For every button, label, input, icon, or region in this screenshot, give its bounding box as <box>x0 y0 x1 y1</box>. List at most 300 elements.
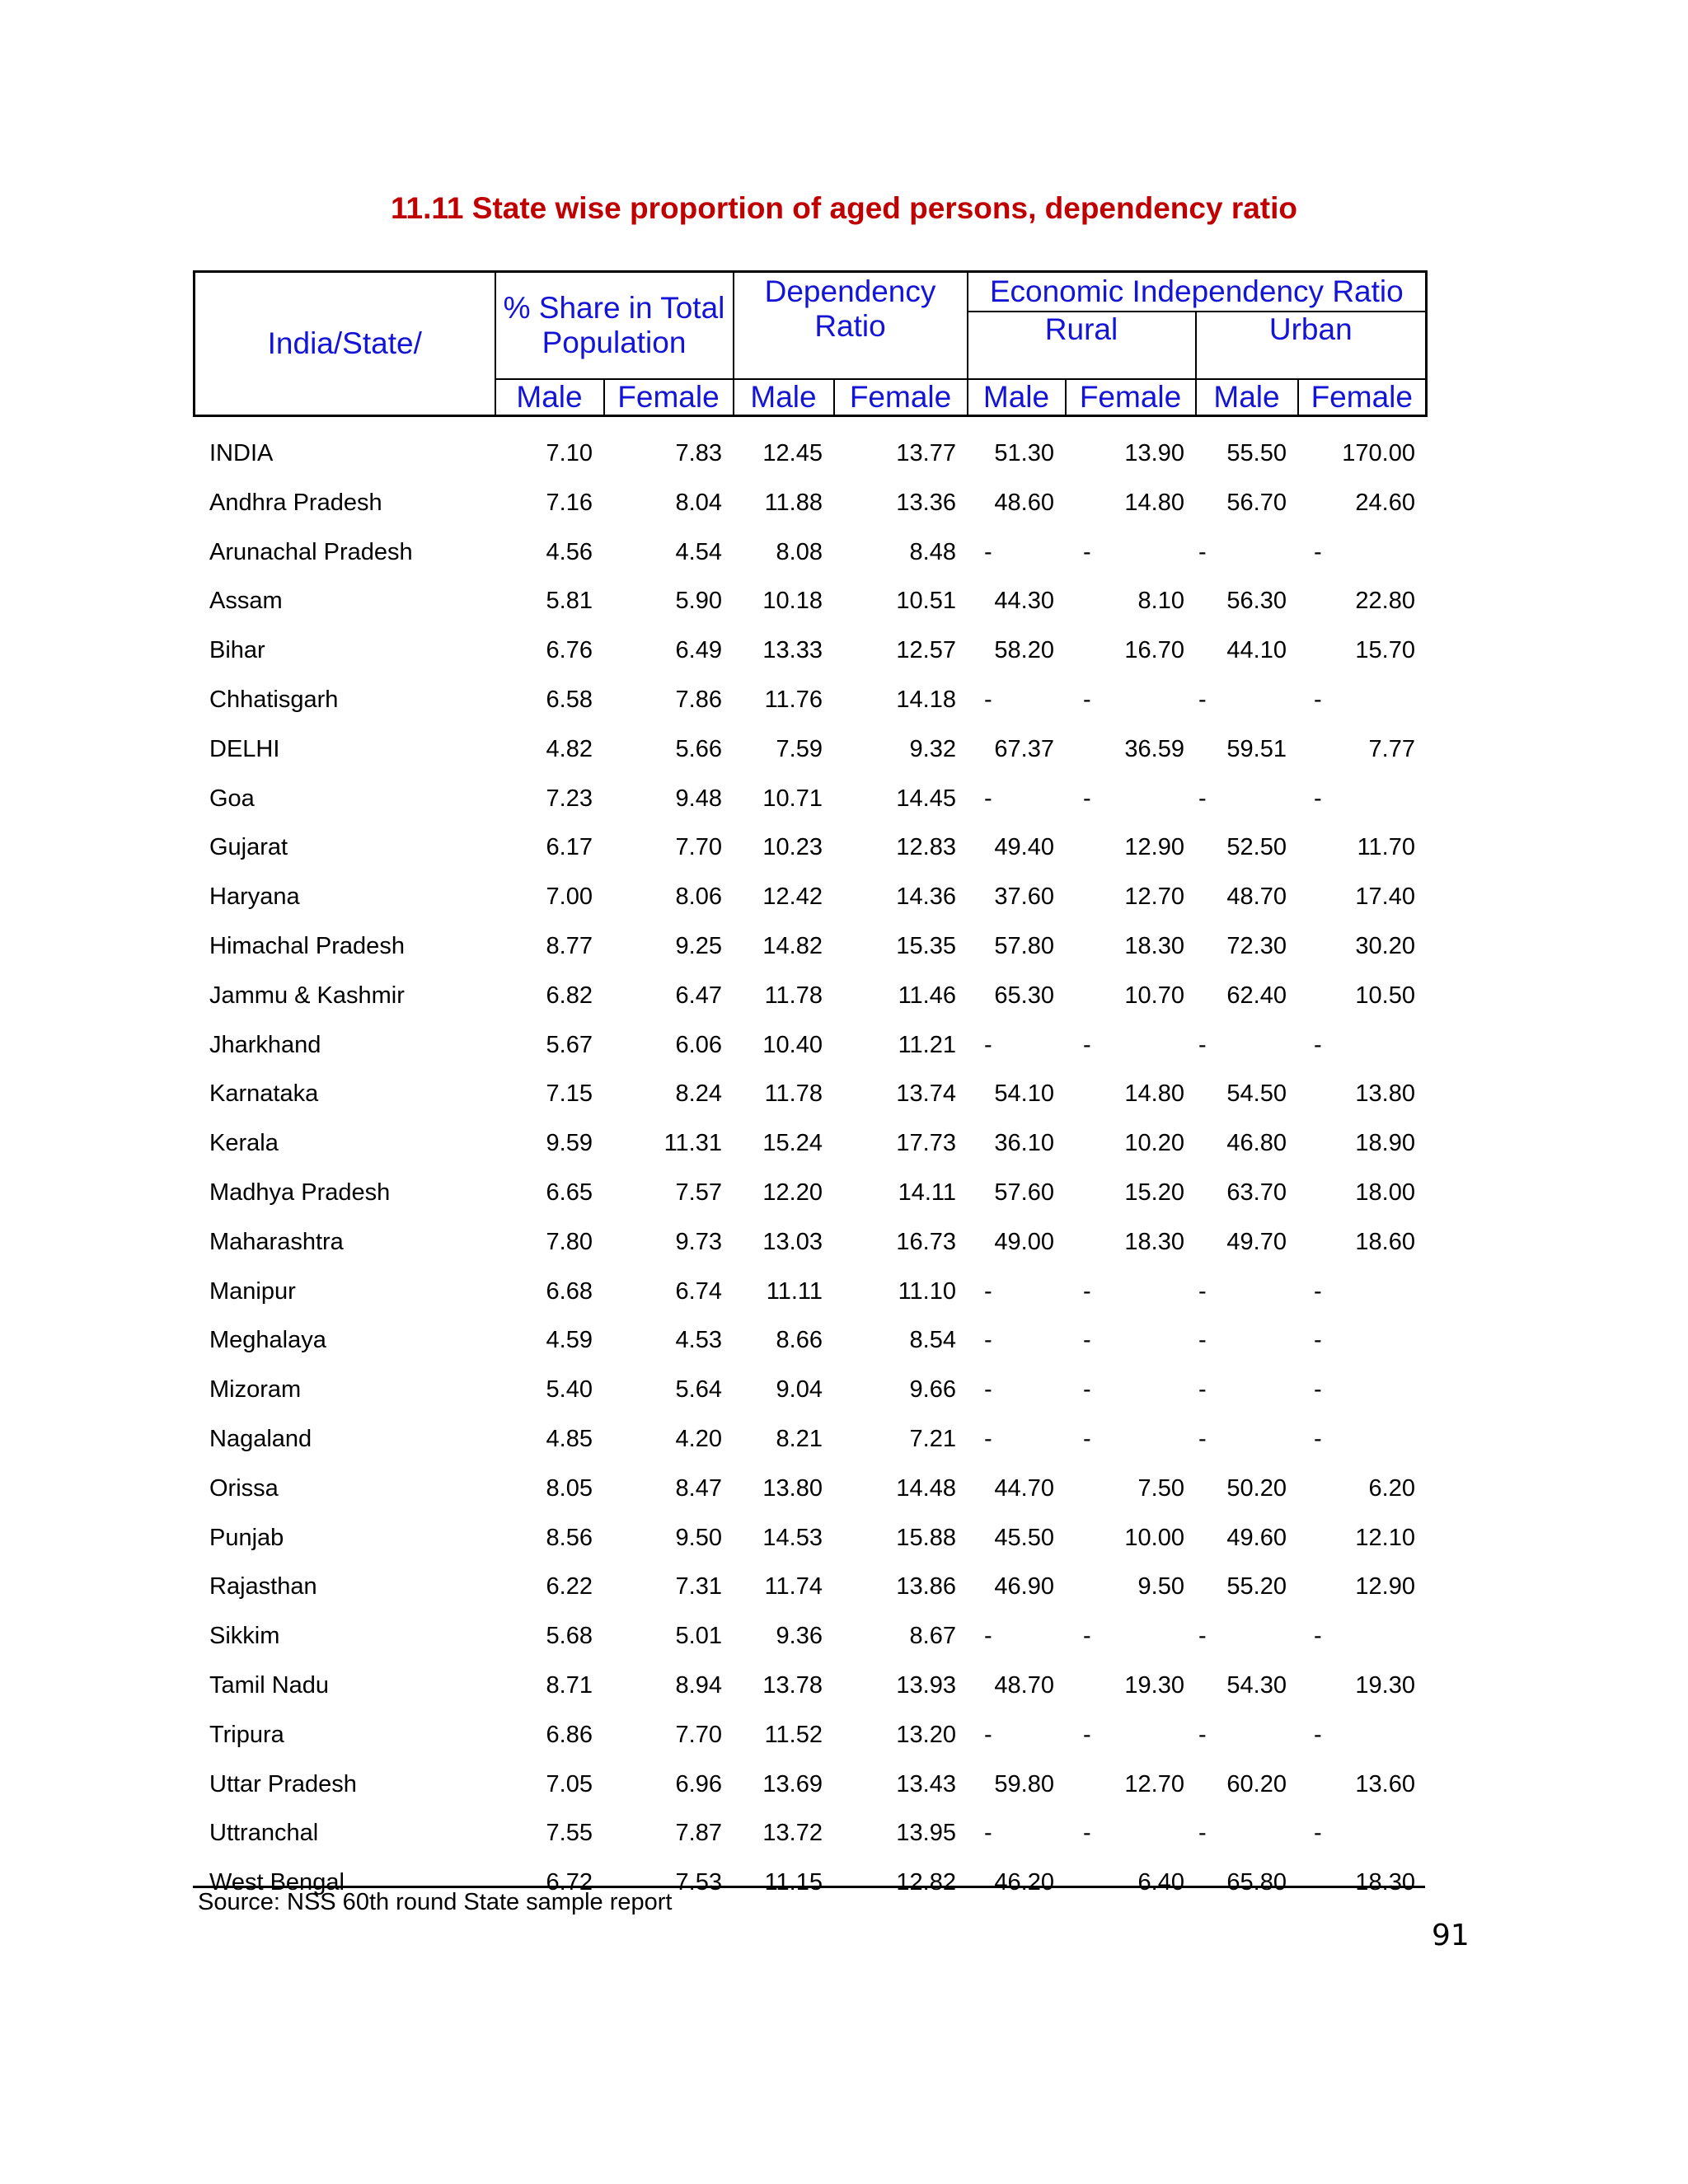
cell-value: 14.18 <box>896 686 956 713</box>
cell-value: 13.95 <box>896 1820 956 1847</box>
cell-value: 13.77 <box>896 440 956 466</box>
cell-value: 13.80 <box>1355 1080 1415 1108</box>
cell-value: 7.77 <box>1368 735 1415 762</box>
cell-value: - <box>984 1031 992 1058</box>
state-name: Assam <box>209 588 283 615</box>
urban-header: Urban <box>1196 312 1427 379</box>
cell-value: 7.53 <box>675 1869 722 1896</box>
cell-value: 49.40 <box>994 834 1054 861</box>
state-name: Manipur <box>209 1277 296 1305</box>
cell-value: 7.05 <box>546 1770 593 1797</box>
cell-value: 4.59 <box>546 1327 593 1354</box>
cell-value: - <box>1083 686 1091 713</box>
table-row <box>193 971 1425 1020</box>
cell-value: 8.04 <box>675 489 722 516</box>
cell-value: - <box>984 686 992 713</box>
cell-value: - <box>1083 1425 1091 1452</box>
cell-value: 17.73 <box>896 1130 956 1157</box>
table-row <box>193 1365 1425 1414</box>
cell-value: - <box>1198 538 1207 565</box>
state-name: Tamil Nadu <box>209 1671 330 1699</box>
cell-value: 15.24 <box>762 1130 823 1157</box>
cell-value: 9.73 <box>675 1228 722 1255</box>
share-male-header: Male <box>495 379 604 416</box>
state-name: Rajasthan <box>209 1573 317 1601</box>
cell-value: 13.36 <box>896 489 956 516</box>
cell-value: - <box>984 1376 992 1404</box>
cell-value: - <box>1083 1376 1091 1404</box>
cell-value: 11.52 <box>764 1721 823 1748</box>
urban-female-header: Female <box>1298 379 1427 416</box>
state-name: Sikkim <box>209 1623 280 1650</box>
state-name: Uttar Pradesh <box>209 1770 357 1797</box>
cell-value: 62.40 <box>1226 982 1287 1009</box>
cell-value: 44.10 <box>1226 637 1287 664</box>
table-header <box>193 270 1428 417</box>
state-name: Andhra Pradesh <box>209 489 382 516</box>
table-row <box>193 724 1425 774</box>
cell-value: 4.20 <box>675 1425 722 1452</box>
cell-value: 170.00 <box>1342 440 1415 466</box>
cell-value: 16.70 <box>1124 637 1184 664</box>
state-name: Tripura <box>209 1721 284 1748</box>
cell-value: 10.40 <box>762 1031 823 1058</box>
cell-value: 67.37 <box>994 735 1054 762</box>
cell-value: 65.80 <box>1226 1869 1287 1896</box>
cell-value: 12.70 <box>1124 883 1184 911</box>
cell-value: 8.06 <box>675 883 722 911</box>
cell-value: 12.82 <box>896 1869 956 1896</box>
cell-value: 45.50 <box>994 1524 1054 1551</box>
cell-value: 9.32 <box>909 735 956 762</box>
cell-value: - <box>1198 1623 1207 1650</box>
cell-value: 44.30 <box>994 588 1054 615</box>
cell-value: 37.60 <box>994 883 1054 911</box>
cell-value: 12.83 <box>896 834 956 861</box>
share-group-header: % Share in Total Population <box>495 272 734 379</box>
cell-value: 7.83 <box>675 440 722 466</box>
table-row <box>193 921 1425 971</box>
table-row <box>193 1611 1425 1661</box>
cell-value: 8.48 <box>909 538 956 565</box>
cell-value: 8.77 <box>546 932 593 959</box>
cell-value: - <box>984 1425 992 1452</box>
cell-value: 9.50 <box>675 1524 722 1551</box>
cell-value: 8.24 <box>675 1080 722 1108</box>
table-row <box>193 1315 1425 1365</box>
cell-value: 13.33 <box>762 637 823 664</box>
cell-value: 6.49 <box>675 637 722 664</box>
cell-value: 14.80 <box>1124 489 1184 516</box>
cell-value: 7.59 <box>776 735 823 762</box>
cell-value: 46.90 <box>994 1573 1054 1601</box>
state-name: Haryana <box>209 883 300 911</box>
cell-value: 57.80 <box>994 932 1054 959</box>
cell-value: - <box>984 1327 992 1354</box>
cell-value: 8.10 <box>1137 588 1184 615</box>
cell-value: - <box>1198 1277 1207 1305</box>
cell-value: 7.70 <box>675 834 722 861</box>
table-row <box>193 1808 1425 1858</box>
cell-value: 6.82 <box>546 982 593 1009</box>
cell-value: 7.10 <box>546 440 593 466</box>
cell-value: 11.78 <box>764 982 823 1009</box>
cell-value: 4.54 <box>675 538 722 565</box>
cell-value: 7.87 <box>675 1820 722 1847</box>
cell-value: 13.20 <box>896 1721 956 1748</box>
cell-value: - <box>1198 1820 1207 1847</box>
cell-value: 8.47 <box>675 1474 722 1502</box>
page-number: 91 <box>1432 1919 1470 1952</box>
state-name: Meghalaya <box>209 1327 326 1354</box>
cell-value: - <box>1314 1623 1322 1650</box>
cell-value: 6.76 <box>546 637 593 664</box>
cell-value: 6.58 <box>546 686 593 713</box>
cell-value: - <box>1083 1623 1091 1650</box>
cell-value: 48.70 <box>994 1671 1054 1699</box>
cell-value: - <box>1198 686 1207 713</box>
cell-value: 55.50 <box>1226 440 1287 466</box>
cell-value: 56.70 <box>1226 489 1287 516</box>
state-name: Madhya Pradesh <box>209 1179 391 1206</box>
cell-value: - <box>1083 785 1091 812</box>
cell-value: 11.11 <box>766 1277 823 1305</box>
cell-value: - <box>1198 1425 1207 1452</box>
cell-value: 11.74 <box>764 1573 823 1601</box>
table-row <box>193 1414 1425 1464</box>
cell-value: 4.53 <box>675 1327 722 1354</box>
cell-value: 6.74 <box>675 1277 722 1305</box>
cell-value: 5.81 <box>546 588 593 615</box>
cell-value: 4.85 <box>546 1425 593 1452</box>
cell-value: 54.50 <box>1226 1080 1287 1108</box>
cell-value: 13.03 <box>762 1228 823 1255</box>
cell-value: 5.40 <box>546 1376 593 1404</box>
cell-value: 7.15 <box>546 1080 593 1108</box>
cell-value: 52.50 <box>1226 834 1287 861</box>
cell-value: 11.46 <box>898 982 956 1009</box>
table-row <box>193 823 1425 872</box>
cell-value: 7.70 <box>675 1721 722 1748</box>
cell-value: 13.74 <box>896 1080 956 1108</box>
share-female-header: Female <box>604 379 734 416</box>
state-name: Gujarat <box>209 834 288 861</box>
cell-value: 13.78 <box>762 1671 823 1699</box>
cell-value: 10.70 <box>1124 982 1184 1009</box>
cell-value: 12.42 <box>762 883 823 911</box>
cell-value: 12.45 <box>762 440 823 466</box>
cell-value: 19.30 <box>1124 1671 1184 1699</box>
table-row <box>193 429 1425 478</box>
state-name: Bihar <box>209 637 265 664</box>
cell-value: - <box>984 1623 992 1650</box>
cell-value: 54.10 <box>994 1080 1054 1108</box>
cell-value: 9.25 <box>675 932 722 959</box>
cell-value: 14.36 <box>896 883 956 911</box>
cell-value: 12.57 <box>896 637 956 664</box>
cell-value: 63.70 <box>1226 1179 1287 1206</box>
cell-value: 7.31 <box>675 1573 722 1601</box>
cell-value: 13.86 <box>896 1573 956 1601</box>
cell-value: - <box>1083 1820 1091 1847</box>
cell-value: 8.94 <box>675 1671 722 1699</box>
cell-value: 10.00 <box>1124 1524 1184 1551</box>
cell-value: 8.71 <box>546 1671 593 1699</box>
cell-value: 49.60 <box>1226 1524 1287 1551</box>
dependency-female-header: Female <box>834 379 968 416</box>
cell-value: 50.20 <box>1226 1474 1287 1502</box>
cell-value: 11.10 <box>898 1277 956 1305</box>
cell-value: 14.80 <box>1124 1080 1184 1108</box>
cell-value: 6.17 <box>546 834 593 861</box>
state-name: Jharkhand <box>209 1031 321 1058</box>
cell-value: 13.43 <box>896 1770 956 1797</box>
cell-value: 15.35 <box>896 932 956 959</box>
cell-value: - <box>984 538 992 565</box>
cell-value: 7.50 <box>1137 1474 1184 1502</box>
cell-value: - <box>1083 538 1091 565</box>
cell-value: 10.18 <box>762 588 823 615</box>
state-name: DELHI <box>209 735 280 762</box>
econ-group-header: Economic Independency Ratio <box>968 272 1427 312</box>
state-name: Uttranchal <box>209 1820 319 1847</box>
cell-value: - <box>984 1721 992 1748</box>
dependency-male-header: Male <box>734 379 834 416</box>
table-row <box>193 675 1425 724</box>
cell-value: 18.30 <box>1124 932 1184 959</box>
cell-value: 60.20 <box>1226 1770 1287 1797</box>
cell-value: - <box>1083 1031 1091 1058</box>
cell-value: - <box>1314 785 1322 812</box>
cell-value: 14.11 <box>898 1179 956 1206</box>
cell-value: 5.90 <box>675 588 722 615</box>
table-row <box>193 1464 1425 1513</box>
cell-value: 49.00 <box>994 1228 1054 1255</box>
cell-value: 14.82 <box>762 932 823 959</box>
cell-value: 17.40 <box>1355 883 1415 911</box>
cell-value: 55.20 <box>1226 1573 1287 1601</box>
cell-value: - <box>1314 1327 1322 1354</box>
cell-value: - <box>984 1277 992 1305</box>
state-name: Arunachal Pradesh <box>209 538 413 565</box>
cell-value: 7.23 <box>546 785 593 812</box>
table-row <box>193 527 1425 577</box>
cell-value: 5.64 <box>675 1376 722 1404</box>
cell-value: 19.30 <box>1355 1671 1415 1699</box>
cell-value: 18.30 <box>1124 1228 1184 1255</box>
cell-value: 7.57 <box>675 1179 722 1206</box>
cell-value: 11.88 <box>764 489 823 516</box>
cell-value: 8.21 <box>776 1425 823 1452</box>
cell-value: - <box>1314 1031 1322 1058</box>
cell-value: 12.10 <box>1355 1524 1415 1551</box>
cell-value: - <box>1314 1425 1322 1452</box>
cell-value: 58.20 <box>994 637 1054 664</box>
table-body <box>193 429 1425 1907</box>
cell-value: 7.86 <box>675 686 722 713</box>
cell-value: 51.30 <box>994 440 1054 466</box>
table-row <box>193 1760 1425 1809</box>
cell-value: - <box>1314 1820 1322 1847</box>
cell-value: 10.71 <box>762 785 823 812</box>
table-row <box>193 626 1425 675</box>
cell-value: 6.72 <box>546 1869 593 1896</box>
cell-value: 18.60 <box>1355 1228 1415 1255</box>
cell-value: 13.93 <box>896 1671 956 1699</box>
cell-value: 9.59 <box>546 1130 593 1157</box>
state-name: Chhatisgarh <box>209 686 339 713</box>
cell-value: 11.21 <box>898 1031 956 1058</box>
cell-value: 6.47 <box>675 982 722 1009</box>
urban-male-header: Male <box>1196 379 1298 416</box>
cell-value: 7.21 <box>909 1425 956 1452</box>
cell-value: 16.73 <box>896 1228 956 1255</box>
state-name: West Bengal <box>209 1869 345 1896</box>
cell-value: 10.23 <box>762 834 823 861</box>
table-row <box>193 1168 1425 1217</box>
table-bottom-rule <box>193 1886 1425 1888</box>
table-row <box>193 774 1425 823</box>
table-row <box>193 576 1425 626</box>
cell-value: 10.51 <box>896 588 956 615</box>
cell-value: 7.00 <box>546 883 593 911</box>
cell-value: 15.88 <box>896 1524 956 1551</box>
cell-value: 6.06 <box>675 1031 722 1058</box>
state-name: Jammu & Kashmir <box>209 982 405 1009</box>
cell-value: 10.50 <box>1355 982 1415 1009</box>
cell-value: 46.80 <box>1226 1130 1287 1157</box>
cell-value: - <box>1314 1376 1322 1404</box>
cell-value: 11.15 <box>764 1869 823 1896</box>
cell-value: 13.69 <box>762 1770 823 1797</box>
cell-value: 65.30 <box>994 982 1054 1009</box>
cell-value: 8.67 <box>909 1623 956 1650</box>
cell-value: 5.01 <box>675 1623 722 1650</box>
cell-value: - <box>984 1820 992 1847</box>
cell-value: 12.70 <box>1124 1770 1184 1797</box>
state-name: Goa <box>209 785 255 812</box>
page-title: 11.11 State wise proportion of aged persons, dependency ratio <box>390 191 1297 225</box>
cell-value: 18.30 <box>1355 1869 1415 1896</box>
state-name: Kerala <box>209 1130 279 1157</box>
cell-value: - <box>1198 1327 1207 1354</box>
table-row <box>193 478 1425 527</box>
cell-value: 11.76 <box>764 686 823 713</box>
rural-male-header: Male <box>968 379 1066 416</box>
cell-value: - <box>1198 1721 1207 1748</box>
cell-value: 13.60 <box>1355 1770 1415 1797</box>
cell-value: 12.90 <box>1124 834 1184 861</box>
cell-value: 9.50 <box>1137 1573 1184 1601</box>
cell-value: 57.60 <box>994 1179 1054 1206</box>
state-name: Himachal Pradesh <box>209 932 405 959</box>
cell-value: 12.90 <box>1355 1573 1415 1601</box>
cell-value: 48.70 <box>1226 883 1287 911</box>
rural-header: Rural <box>968 312 1196 379</box>
cell-value: 7.55 <box>546 1820 593 1847</box>
state-name: Karnataka <box>209 1080 319 1108</box>
cell-value: 6.68 <box>546 1277 593 1305</box>
cell-value: 6.20 <box>1368 1474 1415 1502</box>
cell-value: - <box>984 785 992 812</box>
cell-value: - <box>1198 785 1207 812</box>
source-note: Source: NSS 60th round State sample report <box>198 1889 673 1915</box>
cell-value: 5.66 <box>675 735 722 762</box>
cell-value: 8.66 <box>776 1327 823 1354</box>
cell-value: 72.30 <box>1226 932 1287 959</box>
cell-value: 44.70 <box>994 1474 1054 1502</box>
cell-value: - <box>1198 1031 1207 1058</box>
cell-value: 24.60 <box>1355 489 1415 516</box>
cell-value: 49.70 <box>1226 1228 1287 1255</box>
cell-value: 18.90 <box>1355 1130 1415 1157</box>
table-row <box>193 1562 1425 1611</box>
table-row <box>193 1069 1425 1118</box>
cell-value: - <box>1198 1376 1207 1404</box>
cell-value: 9.04 <box>776 1376 823 1404</box>
cell-value: 12.20 <box>762 1179 823 1206</box>
cell-value: 11.31 <box>663 1130 722 1157</box>
dependency-group-header: Dependency Ratio <box>734 272 968 379</box>
table-row <box>193 1118 1425 1168</box>
cell-value: 13.72 <box>762 1820 823 1847</box>
cell-value: 5.68 <box>546 1623 593 1650</box>
cell-value: 36.10 <box>994 1130 1054 1157</box>
cell-value: 7.80 <box>546 1228 593 1255</box>
cell-value: 59.80 <box>994 1770 1054 1797</box>
table-row <box>193 1267 1425 1316</box>
cell-value: 18.00 <box>1355 1179 1415 1206</box>
cell-value: 11.70 <box>1357 834 1415 861</box>
cell-value: - <box>1083 1721 1091 1748</box>
cell-value: 14.45 <box>896 785 956 812</box>
cell-value: 5.67 <box>546 1031 593 1058</box>
state-column-header: India/State/ <box>195 272 495 416</box>
state-name: INDIA <box>209 440 274 466</box>
cell-value: 59.51 <box>1226 735 1287 762</box>
cell-value: 7.16 <box>546 489 593 516</box>
table-row <box>193 1217 1425 1267</box>
state-name: Nagaland <box>209 1425 312 1452</box>
cell-value: - <box>1314 1277 1322 1305</box>
table-row <box>193 1661 1425 1710</box>
cell-value: 10.20 <box>1124 1130 1184 1157</box>
cell-value: 14.53 <box>762 1524 823 1551</box>
cell-value: 48.60 <box>994 489 1054 516</box>
cell-value: 30.20 <box>1355 932 1415 959</box>
cell-value: 14.48 <box>896 1474 956 1502</box>
cell-value: 56.30 <box>1226 588 1287 615</box>
cell-value: 15.20 <box>1124 1179 1184 1206</box>
state-name: Punjab <box>209 1524 284 1551</box>
cell-value: 6.22 <box>546 1573 593 1601</box>
state-name: Orissa <box>209 1474 279 1502</box>
table-row <box>193 872 1425 921</box>
cell-value: 6.40 <box>1137 1869 1184 1896</box>
table-row <box>193 1710 1425 1760</box>
table-row <box>193 1020 1425 1070</box>
table-row <box>193 1513 1425 1563</box>
cell-value: - <box>1314 686 1322 713</box>
cell-value: - <box>1083 1277 1091 1305</box>
cell-value: 8.56 <box>546 1524 593 1551</box>
cell-value: 8.05 <box>546 1474 593 1502</box>
cell-value: 54.30 <box>1226 1671 1287 1699</box>
cell-value: 11.78 <box>764 1080 823 1108</box>
cell-value: 6.96 <box>675 1770 722 1797</box>
cell-value: 8.08 <box>776 538 823 565</box>
cell-value: 4.56 <box>546 538 593 565</box>
